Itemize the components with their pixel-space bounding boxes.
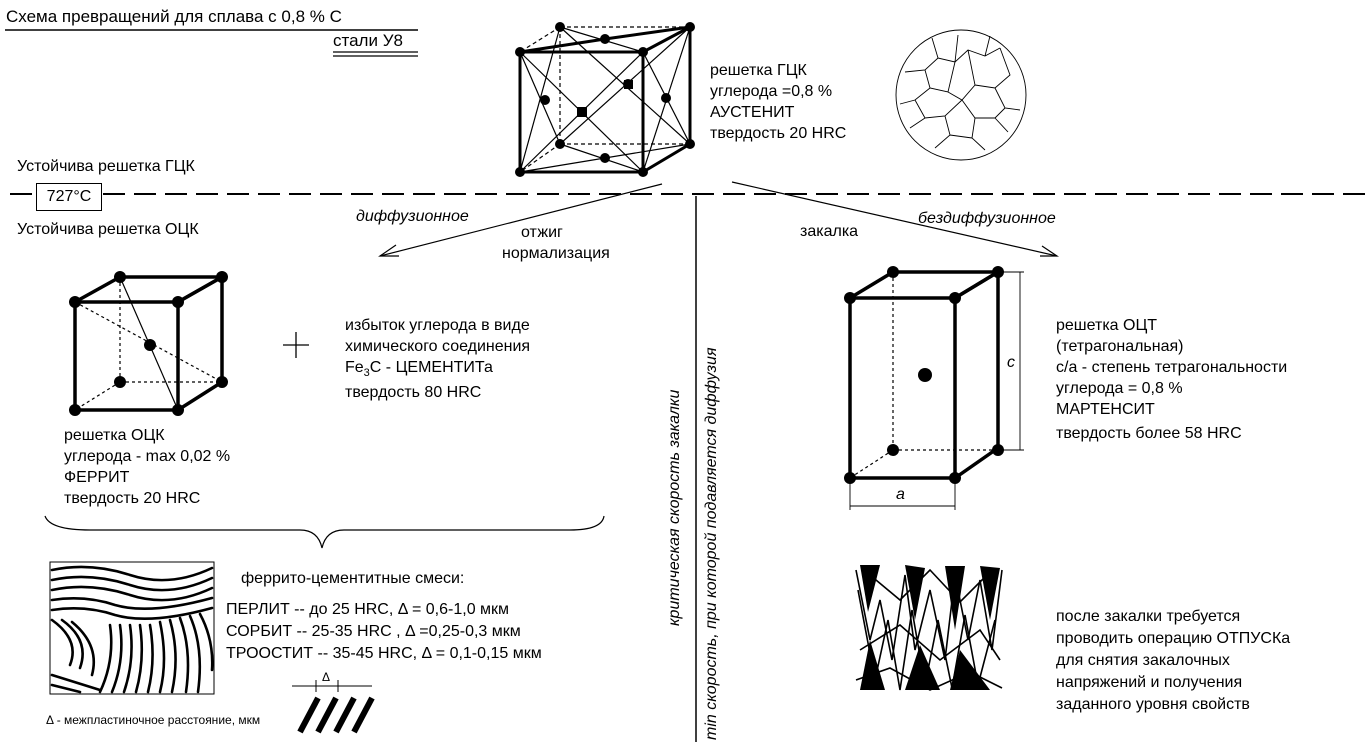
austenite-hardness: твердость 20 HRC — [710, 125, 847, 142]
tempering-line: для снятия закалочных — [1056, 652, 1230, 669]
martensite-name: МАРТЕНСИТ — [1056, 401, 1155, 418]
martensite-microstructure-image — [854, 562, 1004, 692]
ferrite-hardness: твердость 20 HRC — [64, 490, 201, 507]
pearlite-microstructure-image — [50, 562, 214, 694]
tempering-line: напряжений и получения — [1056, 674, 1243, 691]
martensite-lattice: решетка ОЦТ — [1056, 317, 1158, 334]
delta-symbol: Δ — [322, 670, 331, 684]
austenite-name: АУСТЕНИТ — [710, 104, 795, 121]
critical-rate-label: критическая скорость закалки — [666, 389, 683, 626]
troostite-row: ТРООСТИТ -- 35-45 HRC, Δ = 0,1-0,15 мкм — [226, 645, 542, 662]
annealing-label: отжиг — [521, 224, 563, 241]
austenite-grains-icon — [896, 30, 1026, 160]
diagram-subtitle: стали У8 — [333, 31, 403, 50]
plus-sign-icon — [283, 332, 309, 358]
ferrite-lattice: решетка ОЦК — [64, 427, 165, 444]
diffusionless-label: бездиффузионное — [918, 210, 1056, 227]
ferrite-name: ФЕРРИТ — [64, 469, 130, 486]
axis-c-label: c — [1007, 354, 1015, 371]
stable-bcc-label: Устойчива решетка ОЦК — [17, 221, 199, 238]
tempering-line: проводить операцию ОТПУСКа — [1056, 630, 1291, 647]
fcc-lattice-cube — [515, 22, 695, 177]
tempering-line: после закалки требуется — [1056, 608, 1241, 625]
martensite-hardness: твердость более 58 HRC — [1056, 425, 1242, 442]
austenite-lattice: решетка ГЦК — [710, 62, 807, 79]
bcc-lattice-cube — [69, 271, 228, 416]
delta-footnote: Δ - межпластиночное расстояние, мкм — [46, 713, 261, 727]
tempering-line: заданного уровня свойств — [1056, 696, 1250, 713]
stable-fcc-label: Устойчива решетка ГЦК — [17, 158, 195, 175]
temperature-box: 727°С — [36, 183, 102, 211]
normalization-label: нормализация — [502, 245, 610, 262]
cementite-line2: химического соединения — [345, 338, 531, 355]
diffusion-label: диффузионное — [356, 208, 469, 225]
mixtures-heading: феррито-цементитные смеси: — [241, 570, 465, 587]
cementite-line1: избыток углерода в виде — [345, 317, 530, 334]
diagram-title: Схема превращений для сплава с 0,8 % С — [6, 7, 342, 26]
axis-a-label: a — [896, 486, 905, 503]
martensite-carbon: углерода = 0,8 % — [1056, 380, 1183, 397]
bct-lattice-cube — [844, 266, 1024, 510]
martensite-tetragonal: (тетрагональная) — [1056, 338, 1184, 355]
ferrite-carbon: углерода - max 0,02 % — [64, 448, 231, 465]
austenite-carbon: углерода =0,8 % — [710, 83, 833, 100]
sorbite-row: СОРБИТ -- 25-35 HRC , Δ =0,25-0,3 мкм — [226, 623, 521, 640]
cementite-formula: $Fe_3C$ - ЦЕМЕНТИТа — [345, 359, 493, 380]
lamellar-spacing-icon — [292, 680, 372, 732]
martensite-ca-ratio: с/а - степень тетрагональности — [1056, 359, 1288, 376]
cementite-hardness: твердость 80 HRC — [345, 384, 482, 401]
quenching-label: закалка — [800, 223, 859, 240]
pearlite-row: ПЕРЛИТ -- до 25 HRC, Δ = 0,6-1,0 мкм — [226, 601, 510, 618]
curly-brace — [45, 516, 604, 548]
min-rate-label: min скорость, при которой подавляется диффузия — [703, 347, 720, 740]
